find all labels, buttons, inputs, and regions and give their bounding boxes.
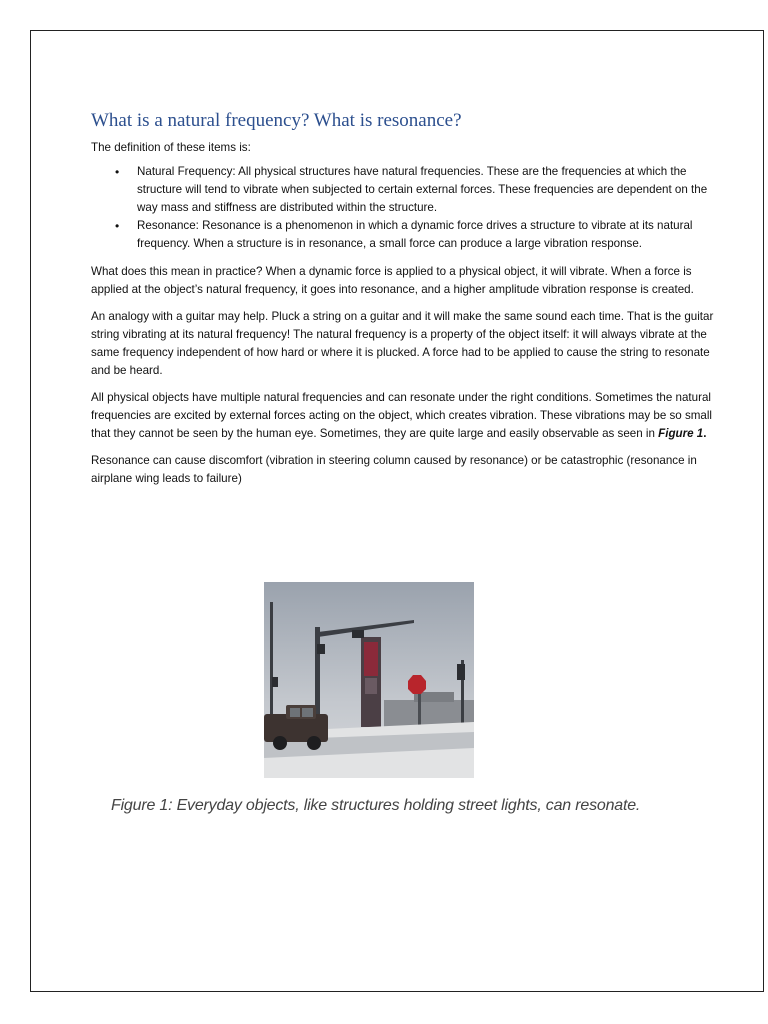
paragraph-objects-text: All physical objects have multiple natural frequencies and can resonate under the right conditions. Sometimes the natural frequencies are excited by external forces acting on the object, which creates vibration. These vibrations may be so small that they cannot be seen by the human eye. Sometimes, they are quite large and easily observable as seen in [91,391,713,440]
paragraph-practice: What does this mean in practice? When a dynamic force is applied to a physical object, it will vibrate. When a force is applied at the object’s natural frequency, it goes into resonance, and a higher amplitude vibration response is created. [91,265,694,296]
paragraph-guitar: An analogy with a guitar may help. Pluck a string on a guitar and it will make the same sound each time. That is the guitar string vibrating at its natural frequency! The natural frequency is a property of the object itself: it will always vibrate at the same frequency independent of how hard or where it is plucked. A force had to be applied to cause the string to resonate and be heard. [91,310,714,377]
document-body [91,109,715,497]
definition-natural-frequency: • Natural Frequency: All physical structures have natural frequencies. These are the frequencies at which the structure will tend to vibrate when subjected to certain external forces. These frequencies are dependent on the way mass and stiffness are distributed within the structure. [137,163,715,217]
figure-reference-end: . [703,427,707,440]
intro-text: The definition of these items is: [91,141,251,154]
document-page [30,30,764,992]
page-title: What is a natural frequency? What is resonance? [91,110,462,131]
figure-street-light-photo [264,582,474,778]
figure-caption: Figure 1: Everyday objects, like structures holding street lights, can resonate. [111,797,641,814]
definitions-list [91,163,715,253]
definition-resonance: • Resonance: Resonance is a phenomenon in which a dynamic force drives a structure to vibrate at its natural frequency. When a structure is in resonance, a small force can produce a large vibration response. [137,217,715,253]
paragraph-discomfort: Resonance can cause discomfort (vibration in steering column caused by resonance) or be catastrophic (resonance in airplane wing leads to failure) [91,454,697,485]
paragraph-objects [91,389,715,443]
figure-reference: Figure 1 [658,427,704,440]
